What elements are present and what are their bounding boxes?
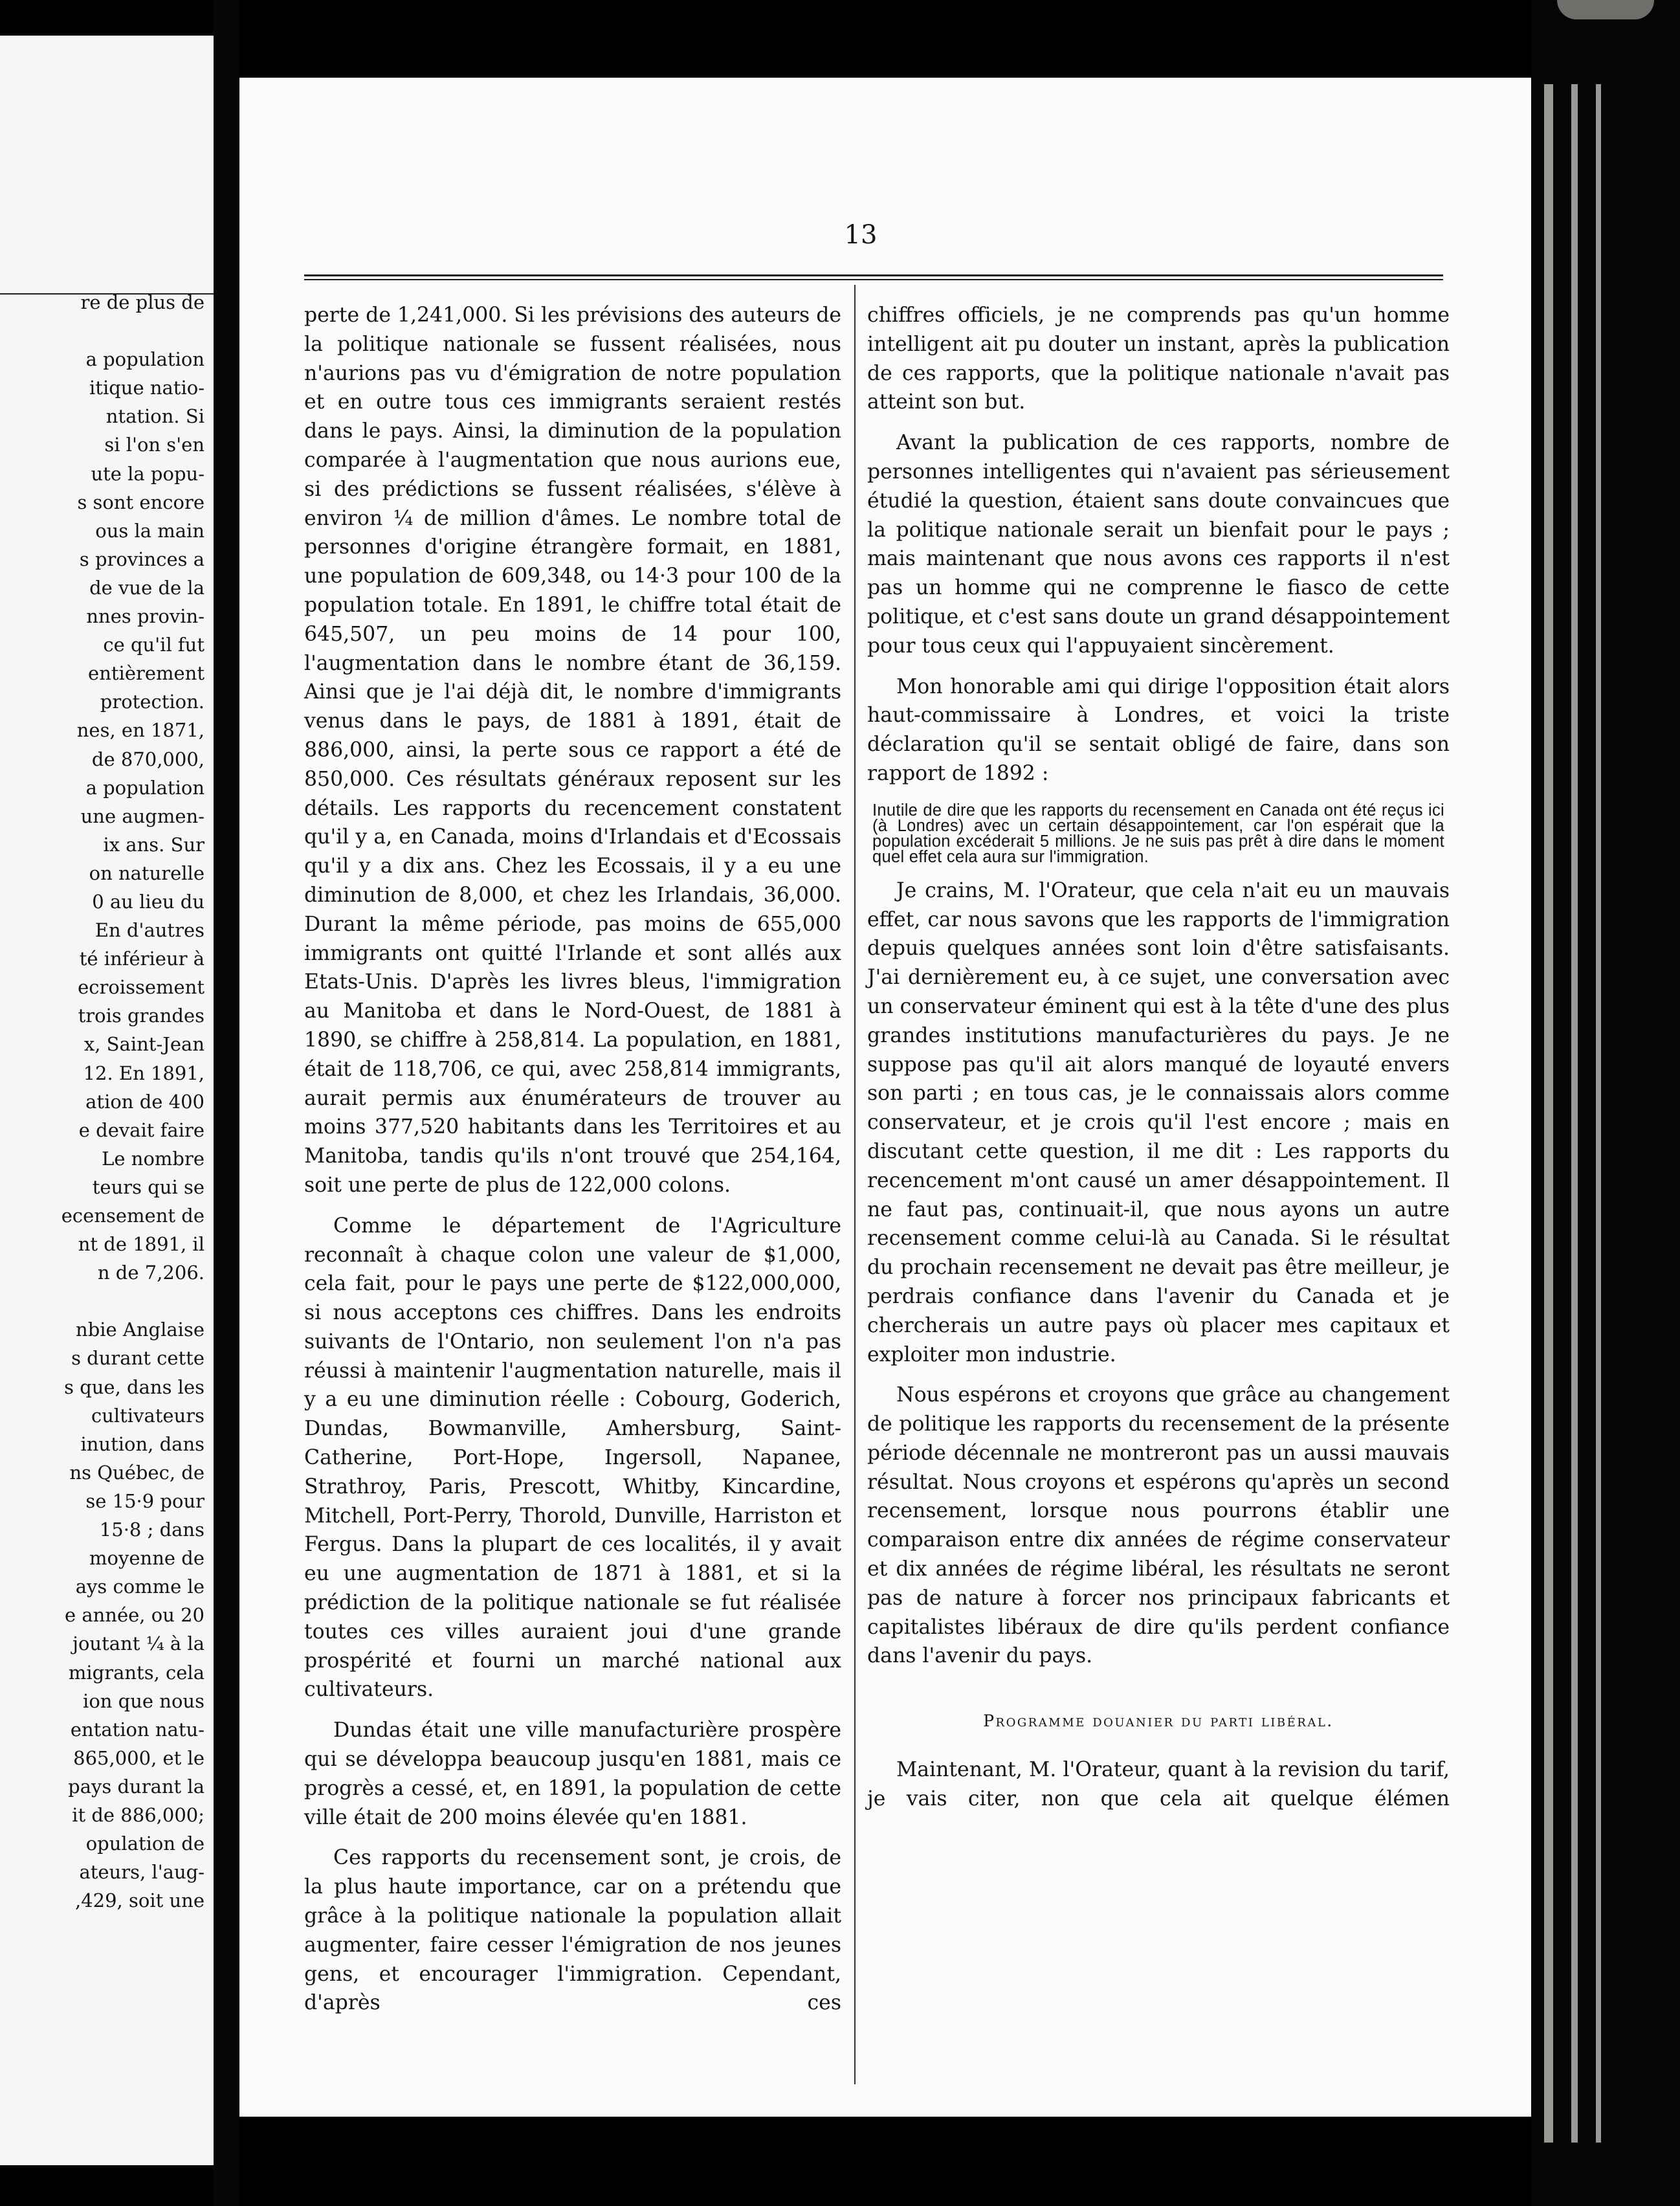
left-page-line: e devait faire — [78, 1119, 204, 1141]
left-page-line: itique natio- — [89, 377, 204, 399]
left-page-line: s que, dans les — [64, 1376, 204, 1398]
paragraph: Ces rapports du recensement sont, je crois, de la plus haute importance, car on a prétendu que grâce à la politique nationale la population allait augmenter, faire cesser l'émigration de nos jeunes gens, et encourager l'immigration. Cependant, d'après ces — [304, 1846, 841, 2015]
left-page-line: a population — [85, 776, 204, 799]
column-divider — [854, 285, 856, 2084]
left-page-line: Le nombre — [102, 1147, 204, 1170]
left-page-line: e année, ou 20 — [64, 1604, 204, 1627]
book-gutter — [214, 0, 239, 2206]
left-page-line: ecroissement — [78, 976, 204, 999]
left-page-line: x, Saint-Jean — [83, 1033, 204, 1056]
left-page-line: de 870,000, — [91, 748, 204, 770]
left-page-line: ecensement de — [61, 1205, 204, 1227]
left-page-line: entièrement — [88, 662, 204, 685]
left-page-line: on naturelle — [89, 862, 204, 884]
section-title: Programme douanier du parti libéral. — [983, 1711, 1334, 1731]
left-page-fragments — [10, 288, 204, 1915]
left-page-line: ntation. Si — [105, 405, 204, 428]
left-page-line: s sont encore — [77, 491, 204, 513]
left-page-line: ous la main — [95, 519, 204, 542]
left-page-line: ce qu'il fut — [103, 634, 204, 656]
page-number: 13 — [844, 220, 878, 250]
left-page-line: té inférieur à — [79, 948, 204, 970]
left-page-line: teurs qui se — [92, 1175, 204, 1198]
left-page-line: une augmen- — [80, 805, 204, 827]
left-page-line: 12. En 1891, — [83, 1062, 204, 1084]
left-page-line: se 15·9 pour — [85, 1489, 204, 1512]
left-page-line: n de 7,206. — [97, 1262, 204, 1284]
left-page-line: ateurs, l'aug- — [79, 1861, 204, 1884]
left-column — [304, 301, 841, 2018]
left-page-line: re de plus de — [80, 291, 204, 313]
paragraph: Avant la publication de ces rapports, nombre de personnes intelligentes qui n'avaient pas sérieusement étudié la question, étaient sans doute convaincues que la politique nationale serait un bienfait pour le pays ; mais maintenant que nous avons ces rapports il n'est pas un homme qui ne comprenne le fiasco de cette politique, et c'est sans doute un grand désappointement pour tous ceux qui l'appuyaient sincèrement. — [867, 431, 1450, 658]
left-page-line: s provinces a — [79, 548, 204, 570]
left-page-line: 15·8 ; dans — [99, 1519, 204, 1541]
left-page-line: migrants, cela — [68, 1661, 204, 1684]
left-page-line: 865,000, et le — [73, 1746, 204, 1769]
header-rule — [304, 272, 1443, 285]
left-page-line: entation natu- — [70, 1718, 204, 1741]
paragraph: Je crains, M. l'Orateur, que cela n'ait eu un mauvais effet, car nous savons que les rapports de l'immigration depuis quelques années sont loin d'être satisfaisants. J'ai dernièrement eu, à ce sujet, une conversation avec un conservateur éminent qui est à la tête d'une des plus grandes institutions manufacturières du pays. Je ne suppose pas qu'il ait alors manqué de loyauté envers son parti ; en tous cas, je le connaissais alors comme conservateur, et je crois qu'il l'est encore ; mais en discutant cette question, il me dit : Les rapports du recencement m'ont causé un amer désappointement. Il ne faut pas, continuait-il, que nous ayons un autre recensement comme celui-là au Canada. Si le résultat du prochain recensement ne devait pas être meilleur, je perdrais confiance dans l'avenir du Canada et je chercherais un autre pays où placer mes capitaux et exploiter mon industrie. — [867, 878, 1450, 1366]
left-page-line: ix ans. Sur — [103, 833, 204, 856]
left-page-line: trois grandes — [78, 1005, 204, 1027]
left-page-line — [10, 317, 204, 345]
left-page-line: s durant cette — [71, 1347, 204, 1370]
left-page-line: moyenne de — [89, 1547, 204, 1570]
left-page-line — [10, 1287, 204, 1315]
left-page-line: nes, en 1871, — [76, 719, 204, 742]
left-page-line: ation de 400 — [85, 1090, 204, 1113]
left-page-line: inution, dans — [80, 1432, 204, 1455]
paragraph: Maintenant, M. l'Orateur, quant à la revision du tarif, je vais citer, non que cela ait quelque élémen — [867, 1758, 1450, 1810]
right-column — [867, 301, 1450, 1814]
left-page-line: ,429, soit une — [74, 1889, 204, 1912]
left-page-line: nnes provin- — [86, 605, 204, 628]
left-page-line: En d'autres — [94, 919, 204, 942]
left-page-line: ute la popu- — [91, 462, 204, 485]
main-page — [239, 78, 1531, 2117]
left-page-line: nt de 1891, il — [78, 1233, 204, 1256]
left-page-line: pays durant la — [68, 1775, 204, 1798]
paragraph: Mon honorable ami qui dirige l'opposition était alors haut-commissaire à Londres, et voici la triste déclaration qu'il se sentait obligé de faire, dans son rapport de 1892 : — [867, 674, 1450, 785]
left-page-line: opulation de — [85, 1833, 204, 1855]
quote-text: Inutile de dire que les rapports du recensement en Canada ont été reçus ici (à Londres) avec un certain désappointement, car l'on espérait que la population excéderait 5 millions. Je ne suis pas prêt à dire dans le moment quel effet cela aura sur l'immigration. — [872, 801, 1444, 866]
left-page-line: ion que nous — [83, 1689, 204, 1712]
left-page-line: ns Québec, de — [69, 1461, 204, 1484]
paragraph: Nous espérons et croyons que grâce au changement de politique les rapports du recensement de la présente période décennale ne montreront pas un aussi mauvais résultat. Nous croyons et espérons qu'après un second recensement, lorsque nous pourrons établir une comparaison entre dix années de régime conservateur et dix années de régime libéral, les résultats ne seront pas de nature à forcer nos principaux fabricants et capitalistes libéraux de dire qu'ils perdent confiance dans l'avenir du pays. — [867, 1383, 1450, 1668]
left-page-line: it de 886,000; — [72, 1803, 204, 1826]
left-page-line: protection. — [100, 691, 204, 713]
left-page-line: de vue de la — [89, 576, 204, 599]
left-page-line: a population — [85, 348, 204, 371]
left-page-line: ays comme le — [75, 1576, 204, 1598]
left-page-line: 0 au lieu du — [92, 890, 204, 913]
corner-mark — [1557, 0, 1654, 19]
left-page-line: si l'on s'en — [104, 434, 204, 456]
paragraph: perte de 1,241,000. Si les prévisions des auteurs de la politique nationale se fussent réalisées, nous n'aurions pas vu d'émigration de notre population et en outre tous ces immigrants seraient restés dans le pays. Ainsi, la diminution de la population comparée à l'augmentation que nous aurions eue, si des prédictions se fussent réalisées, s'élève à environ ¼ de million d'âmes. Le nombre total de personnes d'origine étrangère formait, en 1881, une population de 609,348, ou 14·3 pour 100 de la population totale. En 1891, le chiffre total était de 645,507, un peu moins de 14 pour 100, l'augmentation dans le nombre étant de 36,159. Ainsi que je l'ai déjà dit, le nombre d'immigrants venus dans le pays, de 1881 à 1891, était de 886,000, ainsi, la perte sous ce rapport a été de 850,000. Ces résultats généraux reposent sur les détails. Les rapports du recencement constatent qu'il y a, en Canada, moins d'Irlandais et d'Ecossais qu'il y a dix ans. Chez les Ecossais, il y a eu une diminution de 8,000, et chez les Irlandais, 36,000. Durant la même période, pas moins de 655,000 immigrants ont quitté l'Irlande et sont allés aux Etats-Unis. D'après les livres bleus, l'immigration au Manitoba et dans le Nord-Ouest, de 1881 à 1890, se chiffre à 258,814. La population, en 1881, était de 118,706, ce qui, avec 258,814 immigrants, aurait permis aux énumérateurs de trouver au moins 377,520 habitants dans les Territoires et au Manitoba, tandis qu'ils n'ont trouvé que 254,164, soit une perte de plus de 122,000 colons. — [304, 304, 841, 1197]
left-page-line: joutant ¼ à la — [72, 1632, 204, 1655]
left-page-line: nbie Anglaise — [76, 1319, 204, 1341]
paragraph: chiffres officiels, je ne comprends pas qu'un homme intelligent ait pu douter un instant, après la publication de ces rapports, que la politique nationale n'avait pas atteint son but. — [867, 304, 1450, 414]
paragraph: Comme le département de l'Agriculture reconnaît à chaque colon une valeur de $1,000, cela fait, pour le pays une perte de $122,000,000, si nous acceptons ces chiffres. Dans les endroits suivants de l'Ontario, non seulement l'on n'a pas réussi à maintenir l'augmentation naturelle, mais il y a eu une diminution réelle : Cobourg, Goderich, Dundas, Bowmanville, Amhersburg, Saint-Catherine, Port-Hope, Ingersoll, Napanee, Strathroy, Paris, Prescott, Whitby, Kincardine, Mitchell, Port-Perry, Thorold, Dunville, Harriston et Fergus. Dans la plupart de ces localités, il y avait eu une augmentation de 1871 à 1881, et si la prédiction de la politique nationale se fut réalisée toutes ces villes auraient joui d'une grande prospérité et fourni un marché national aux cultivateurs. — [304, 1214, 841, 1702]
paragraph: Dundas était une ville manufacturière prospère qui se développa beaucoup jusqu'en 1881, mais ce progrès a cessé, et, en 1891, la population de cette ville était de 200 moins élevée qu'en 1881. — [304, 1719, 841, 1829]
left-page-line: cultivateurs — [91, 1404, 204, 1427]
left-facing-page — [0, 36, 214, 2165]
quote-block — [872, 803, 1444, 865]
book-binding-edge — [1531, 0, 1680, 2206]
